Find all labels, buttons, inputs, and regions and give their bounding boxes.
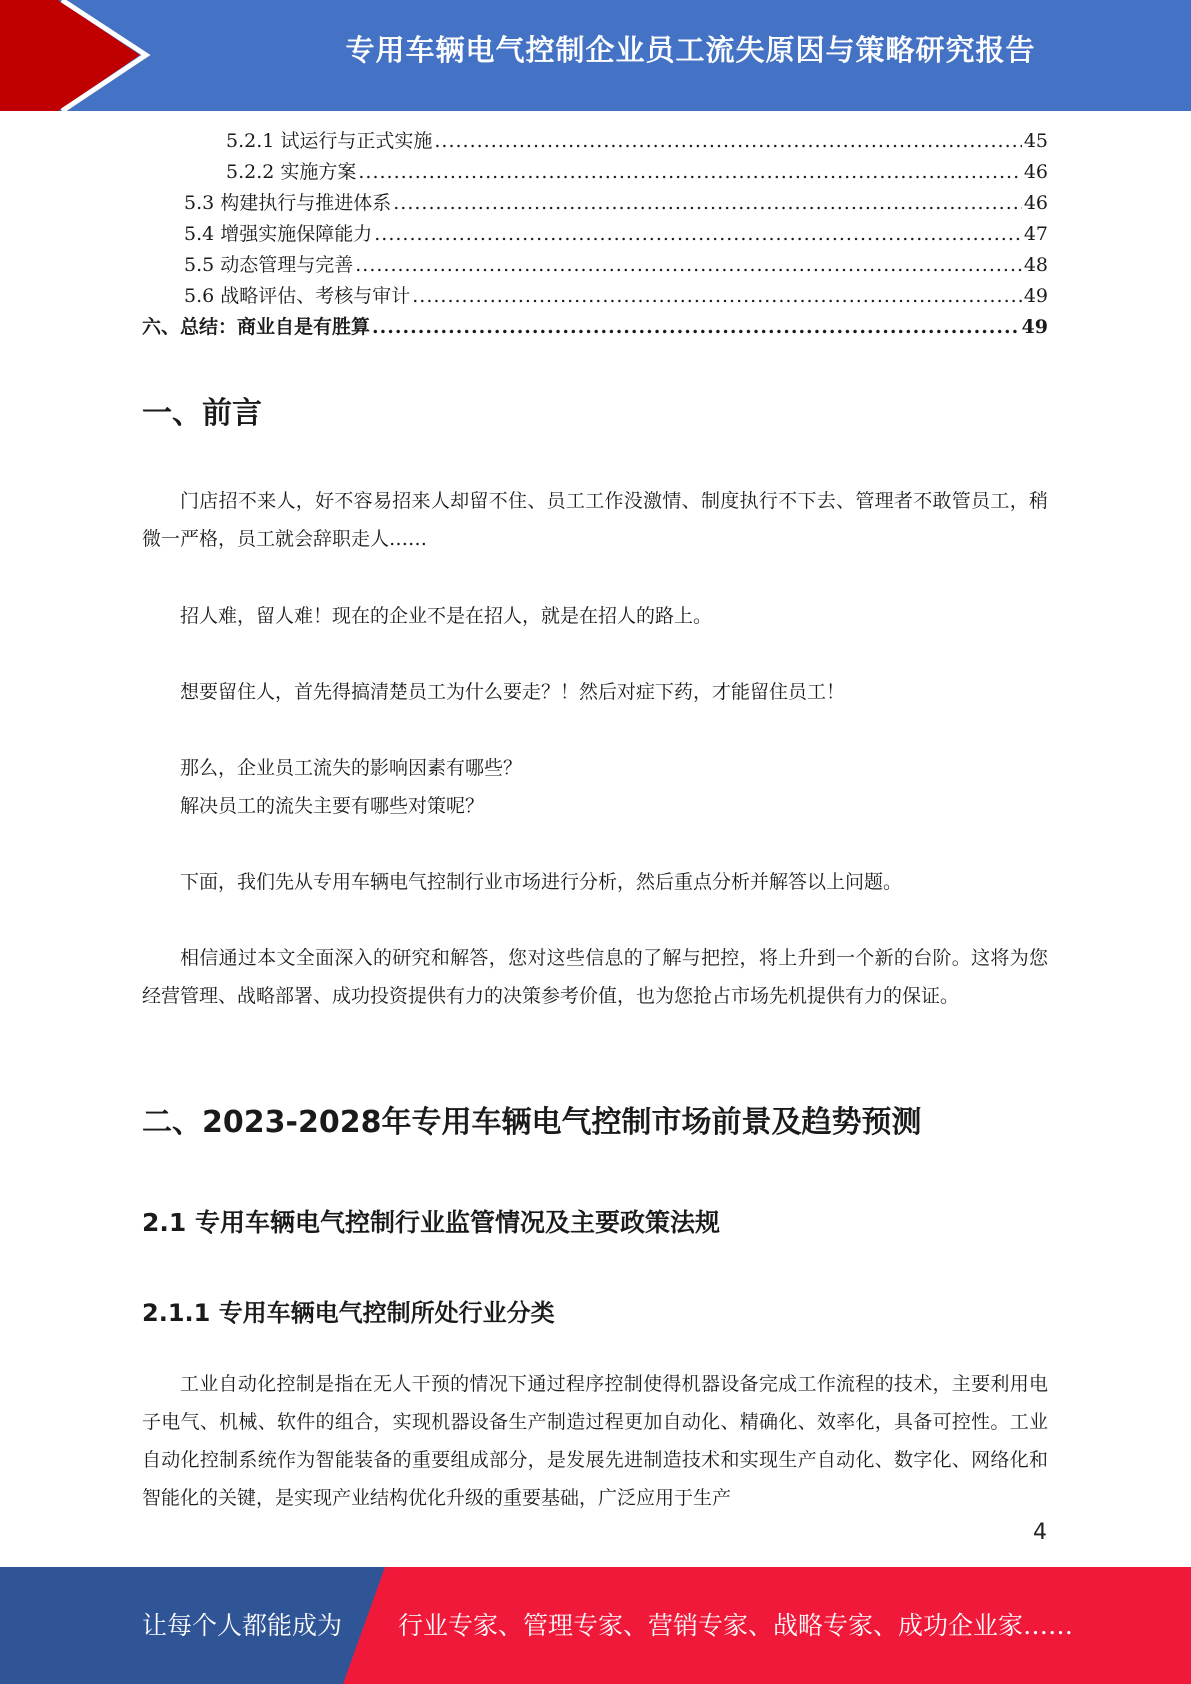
page-number: 4 [1033, 1520, 1047, 1545]
subsection-heading: 2.1 专用车辆电气控制行业监管情况及主要政策法规 [142, 1208, 720, 1237]
footer-slogan-left: 让每个人都能成为 [142, 1611, 343, 1640]
report-title: 专用车辆电气控制企业员工流失原因与策略研究报告 [345, 33, 1036, 67]
paragraph: 工业自动化控制是指在无人干预的情况下通过程序控制使得机器设备完成工作流程的技术，主要利用电子电气、机械、软件的组合，实现机器设备生产制造过程更加自动化、精确化、效率化，具备可控性。工业自动化控制系统作为智能装备的重要组成部分，是发展先进制造技术和实现生产自动化、数字化、网络化和智能化的关键，是实现产业结构优化升级的重要基础，广泛应用于生产 [142, 1373, 1048, 1509]
toc-item[interactable]: 5.4 增强实施保障能力 ..... 47 [142, 219, 1048, 250]
toc-item[interactable]: 5.2.1 试运行与正式实施 ..... 45 [142, 126, 1048, 157]
paragraph: 相信通过本文全面深入的研究和解答，您对这些信息的了解与把控，将上升到一个新的台阶。这将为您经营管理、战略部署、成功投资提供有力的决策参考价值，也为您抢占市场先机提供有力的保证。 [142, 947, 1048, 1007]
footer-slogan-right: 行业专家、管理专家、营销专家、战略专家、成功企业家…… [398, 1611, 1074, 1640]
paragraph: 招人难，留人难！现在的企业不是在招人，就是在招人的路上。 [180, 605, 713, 627]
paragraph: 那么，企业员工流失的影响因素有哪些？ [180, 757, 523, 779]
page-header [0, 0, 1191, 111]
subsubsection-heading: 2.1.1 专用车辆电气控制所处行业分类 [142, 1299, 555, 1327]
toc-item[interactable]: 六、总结：商业自是有胜算 ..... 49 [142, 312, 1048, 343]
section-heading-preface: 一、前言 [142, 396, 262, 431]
table-of-contents [142, 126, 1048, 343]
toc-item[interactable]: 5.5 动态管理与完善 ..... 48 [142, 250, 1048, 281]
toc-continued [142, 126, 1048, 343]
section-heading-market-outlook: 二、2023-2028年专用车辆电气控制市场前景及趋势预测 [142, 1105, 922, 1140]
toc-item[interactable]: 5.2.2 实施方案 ..... 46 [142, 157, 1048, 188]
paragraph: 想要留住人，首先得搞清楚员工为什么要走？！然后对症下药，才能留住员工！ [180, 681, 846, 703]
paragraph: 下面，我们先从专用车辆电气控制行业市场进行分析，然后重点分析并解答以上问题。 [180, 871, 903, 893]
toc-item[interactable]: 5.6 战略评估、考核与审计 ..... 49 [142, 281, 1048, 312]
page-footer [0, 1567, 1191, 1684]
toc-item[interactable]: 5.3 构建执行与推进体系 ..... 46 [142, 188, 1048, 219]
paragraph: 解决员工的流失主要有哪些对策呢？ [180, 795, 485, 817]
paragraph: 门店招不来人，好不容易招来人却留不住、员工工作没激情、制度执行不下去、管理者不敢管员工，稍微一严格，员工就会辞职走人…… [142, 490, 1048, 550]
